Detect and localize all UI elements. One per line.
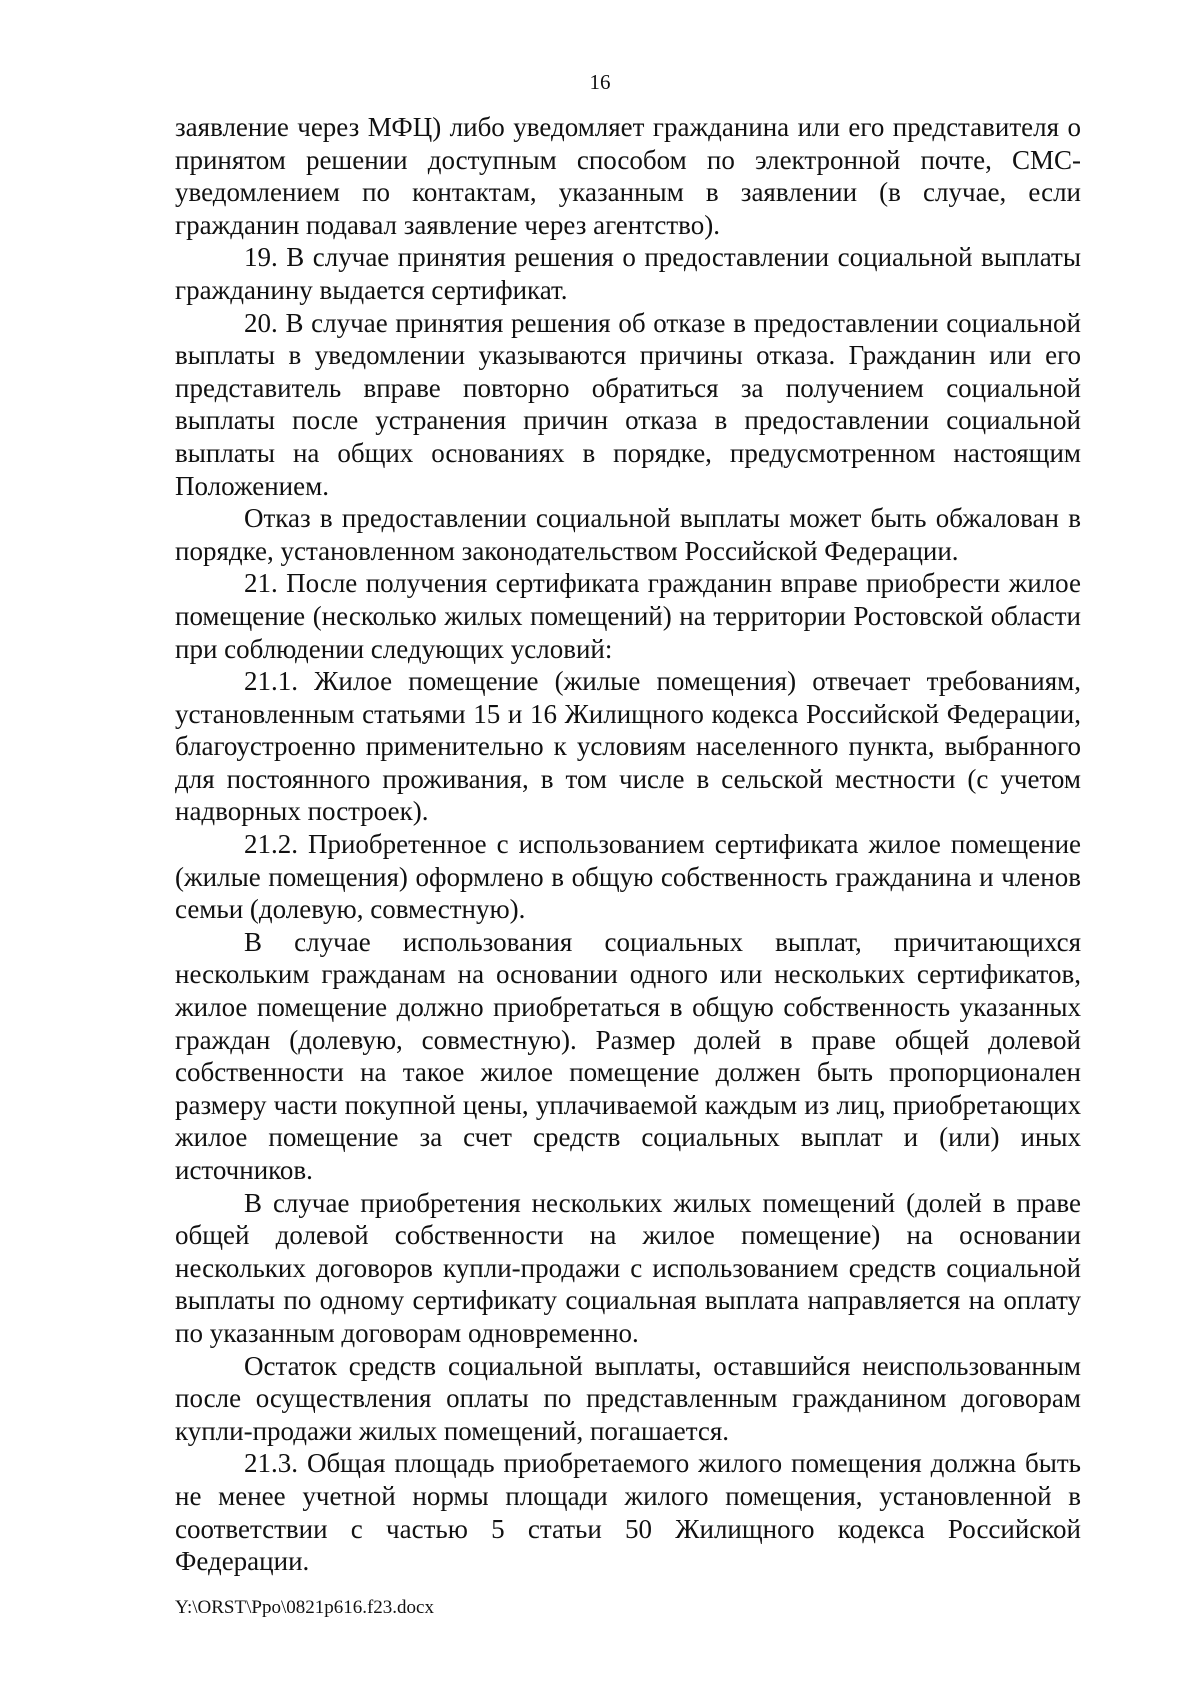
paragraph-20: 20. В случае принятия решения об отказе в предоставлении социальной выплаты в уведомлении указываются причины отказа. Гражданин или его представитель вправе повторно обратиться за получением социальной выплаты после устранения причин отказа в предоставлении социальной выплаты на общих основаниях в порядке, предусмотренном настоящим Положением. (175, 307, 1081, 501)
page-number: 16 (589, 70, 611, 94)
paragraph-continuation: заявление через МФЦ) либо уведомляет гражданина или его представителя о принятом решении доступным способом по электронной почте, СМС-уведомлением по контактам, указанным в заявлении (в случае, если гражданин подавал заявление через агентство). (175, 112, 1081, 240)
paragraph-21-1: 21.1. Жилое помещение (жилые помещения) отвечает требованиям, установленным статьями 15 и 16 Жилищного кодекса Российской Федерации, благоустроенно применительно к условиям населенного пункта, выбранного для постоянного проживания, в том числе в сельской местности (с учетом надворных построек). (175, 666, 1081, 827)
paragraph-multiple-contracts: В случае приобретения нескольких жилых помещений (долей в праве общей долевой собственности на жилое помещение) на основании нескольких договоров купли-продажи с использованием средств социальной выплаты по одному сертификату социальная выплата направляется на оплату по указанным договорам одновременно. (175, 1187, 1081, 1348)
paragraph-19: 19. В случае принятия решения о предоставлении социальной выплаты гражданину выдается сертификат. (175, 242, 1081, 305)
paragraph-21: 21. После получения сертификата гражданин вправе приобрести жилое помещение (несколько жилых помещений) на территории Ростовской области при соблюдении следующих условий: (175, 568, 1081, 664)
paragraph-21-3: 21.3. Общая площадь приобретаемого жилого помещения должна быть не менее учетной нормы площади жилого помещения, установленной в соответствии с частью 5 статьи 50 Жилищного кодекса Российской Федерации. (175, 1448, 1081, 1577)
paragraph-remainder: Остаток средств социальной выплаты, оставшийся неиспользованным после осуществления оплаты по представленным гражданином договорам купли-продажи жилых помещений, погашается. (175, 1350, 1081, 1446)
footer-file-path: Y:\ORST\Ppo\0821p616.f23.docx (175, 1597, 434, 1618)
paragraph-21-2: 21.2. Приобретенное с использованием сертификата жилое помещение (жилые помещения) оформлено в общую собственность гражданина и членов семьи (долевую, совместную). (175, 829, 1081, 925)
paragraph-refusal-appeal: Отказ в предоставлении социальной выплаты может быть обжалован в порядке, установленном законодательством Российской Федерации. (175, 503, 1081, 566)
paragraph-shared-ownership: В случае использования социальных выплат, причитающихся нескольким гражданам на основании одного или нескольких сертификатов, жилое помещение должно приобретаться в общую собственность указанных граждан (долевую, совместную). Размер долей в праве общей долевой собственности на такое жилое помещение должен быть пропорционален размеру части покупной цены, уплачиваемой каждым из лиц, приобретающих жилое помещение за счет средств социальных выплат и (или) иных источников. (175, 926, 1081, 1185)
document-body (175, 111, 1081, 1578)
